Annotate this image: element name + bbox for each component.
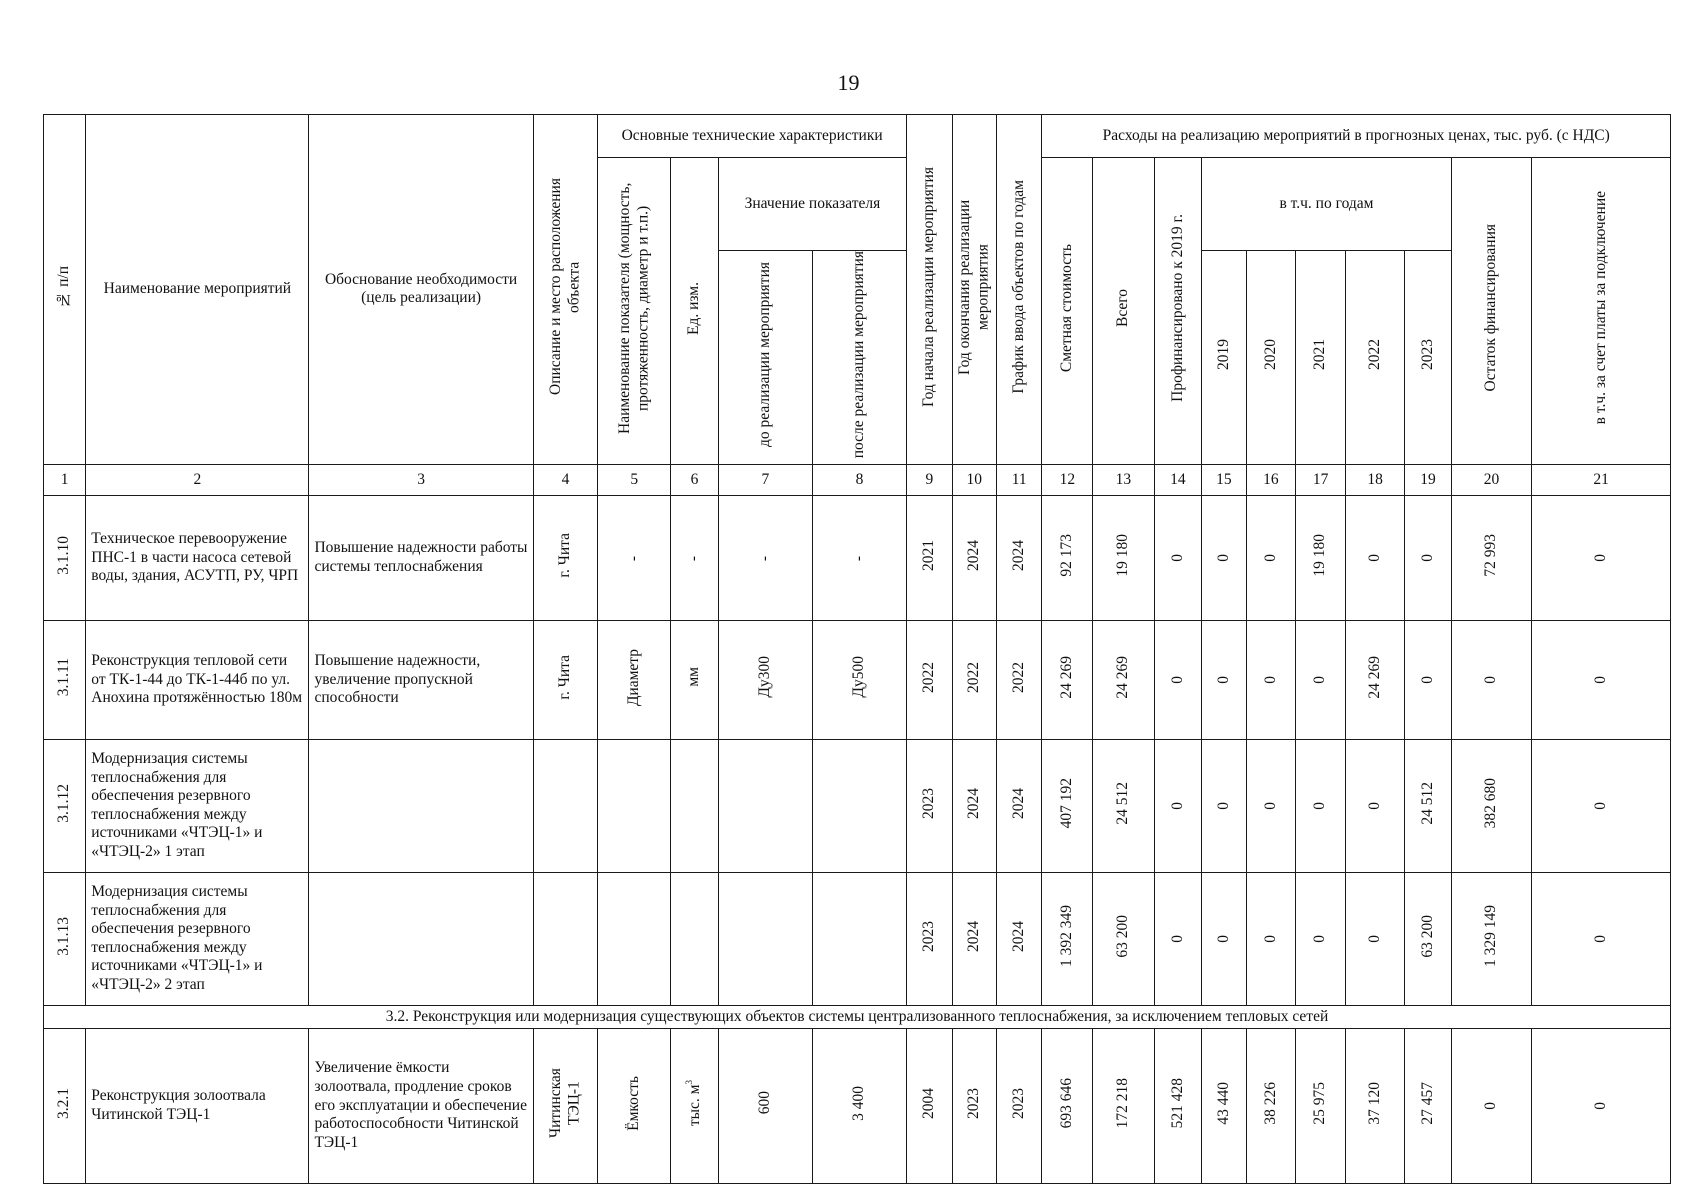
table-cell [1405,872,1452,1005]
table-cell: 5 [598,464,671,495]
cell-text: 0 [1261,801,1279,810]
table-cell [812,495,906,620]
table-row [44,872,1671,1005]
table-cell [996,739,1041,872]
cell-text: Всего [1114,289,1132,328]
cell-text: мм [685,667,703,687]
cell-text: 37 120 [1365,1081,1383,1125]
cell-text: 2022 [1365,339,1383,371]
cell-text: 2023 [964,1087,982,1119]
table-cell [718,739,812,872]
table-cell [671,739,719,872]
cell-text: г. Чита [556,532,574,578]
table-cell: 20 [1451,464,1531,495]
header-2022 [1345,251,1404,465]
cell-text: Наименование показателя (мощность, протяженность, диаметр и т.п.) [615,182,652,434]
table-cell [907,872,952,1005]
header-before [718,251,812,465]
cell-text: 0 [1482,675,1500,684]
table-cell: 16 [1246,464,1296,495]
header-year-end [952,115,996,465]
table-cell: Реконструкция золоотвала Читинской ТЭЦ-1 [86,1028,309,1183]
table-cell [598,620,671,739]
cell-text: Профинансировано к 2019 г. [1168,214,1186,403]
cell-text: График ввода объектов по годам [1009,179,1027,394]
table-cell [1405,739,1452,872]
table-cell: 6 [671,464,719,495]
table-cell [1405,620,1452,739]
table-cell [1202,495,1246,620]
cell-text: 0 [1214,934,1232,943]
table-cell [598,739,671,872]
cell-text: 521 428 [1168,1077,1186,1129]
table-cell [671,495,719,620]
cell-text: Читинская ТЭЦ-1 [546,1068,583,1139]
table-cell [1532,620,1671,739]
table-cell [1042,1028,1093,1183]
table-cell [996,620,1041,739]
cell-text: 0 [1168,801,1186,810]
cell-text: 2024 [964,787,982,819]
table-cell [1451,620,1531,739]
table-cell [1042,872,1093,1005]
cell-text: 0 [1591,553,1609,562]
table-row [44,620,1671,739]
cell-text: Ёмкость [624,1075,642,1131]
table-cell [1296,1028,1346,1183]
cell-text: после реализации мероприятия [850,251,868,459]
table-cell [907,495,952,620]
table-cell: 19 [1405,464,1452,495]
header-financed [1154,158,1202,465]
table-cell [44,872,86,1005]
table-cell [1296,620,1346,739]
header-connection-fee [1532,158,1671,465]
table-cell [1345,620,1404,739]
table-cell [44,495,86,620]
cell-text: 2023 [1009,1087,1027,1119]
table-cell: 7 [718,464,812,495]
header-indicator-name [598,158,671,465]
cell-text: 0 [1365,934,1383,943]
table-cell [812,1028,906,1183]
table-cell [812,872,906,1005]
table-cell [1154,1028,1202,1183]
cell-text: 0 [1365,553,1383,562]
header-num [44,115,86,465]
cell-text: 0 [1365,801,1383,810]
table-cell [952,495,996,620]
cell-text: 2024 [964,539,982,571]
table-cell [1093,1028,1154,1183]
cell-text: 382 680 [1482,777,1500,829]
cell-text: до реализации мероприятия [756,262,774,448]
investment-plan-table [43,114,1671,1184]
cell-text: 0 [1311,934,1329,943]
table-cell [1345,739,1404,872]
cell-text: 25 975 [1311,1081,1329,1125]
cell-text: 172 218 [1114,1077,1132,1129]
table-cell [718,872,812,1005]
header-location [533,115,598,465]
table-cell [907,1028,952,1183]
header-remaining [1451,158,1531,465]
cell-text: 2023 [920,787,938,819]
cell-text: 0 [1482,1101,1500,1110]
cell-text: 38 226 [1261,1081,1279,1125]
cell-text: 2022 [964,661,982,693]
table-cell [1246,620,1296,739]
cell-text: 0 [1168,553,1186,562]
table-cell [718,495,812,620]
cell-text: Описание и место расположения объекта [546,178,583,396]
cell-text: 2024 [1009,787,1027,819]
table-cell [1296,495,1346,620]
table-cell [1202,739,1246,872]
table-cell [598,1028,671,1183]
cell-text: 0 [1168,675,1186,684]
cell-text: 0 [1214,675,1232,684]
header-justification: Обоснование необходимости (цель реализации) [309,115,533,465]
table-cell [1154,495,1202,620]
cell-text: 0 [1418,675,1436,684]
cell-text: Год начала реализации мероприятия [920,166,938,407]
cell-text: 0 [1591,1101,1609,1110]
table-cell [996,495,1041,620]
cell-text: 19 180 [1114,533,1132,577]
cell-text: Ду300 [756,656,774,698]
table-cell: 8 [812,464,906,495]
table-cell: 10 [952,464,996,495]
table-cell: Повышение надежности работы системы теплоснабжения [309,495,533,620]
table-cell [533,739,598,872]
cell-text: 3.2.1 [55,1087,73,1119]
cell-text: 72 993 [1482,533,1500,577]
table-cell [1532,872,1671,1005]
table-cell [812,620,906,739]
cell-text: Диаметр [624,648,642,706]
table-cell: 9 [907,464,952,495]
table-cell [1451,495,1531,620]
header-value-group: Значение показателя [718,158,906,251]
cell-text: 19 180 [1311,533,1329,577]
cell-text: Ду500 [850,656,868,698]
cell-text: 3.1.12 [55,783,73,823]
header-total [1093,158,1154,465]
table-cell [1532,495,1671,620]
cell-text: - [756,556,774,562]
table-cell: Увеличение ёмкости золоотвала, продление сроков его эксплуатации и обеспечение работоспособности Читинской ТЭЦ-1 [309,1028,533,1183]
cell-text: 0 [1261,553,1279,562]
cell-text: 0 [1214,553,1232,562]
cell-text: 63 200 [1114,914,1132,958]
header-estimate [1042,158,1093,465]
header-2021 [1296,251,1346,465]
table-cell: 11 [996,464,1041,495]
table-cell: 18 [1345,464,1404,495]
table-cell: 12 [1042,464,1093,495]
cell-text: 2019 [1214,339,1232,371]
table-cell: 21 [1532,464,1671,495]
table-cell: 3 [309,464,533,495]
table-cell [1451,872,1531,1005]
table-cell [671,872,719,1005]
cell-text: г. Чита [556,654,574,700]
table-cell: Реконструкция тепловой сети от ТК-1-44 до ТК-1-44б по ул. Анохина протяжённостью 180м [86,620,309,739]
table-cell [1202,620,1246,739]
table-cell [533,495,598,620]
section-header-row [44,1005,1671,1028]
cell-text: - [850,556,868,562]
header-2019 [1202,251,1246,465]
table-cell [1246,495,1296,620]
cell-text: Ед. изм. [685,281,703,335]
header-2020 [1246,251,1296,465]
table-cell [1154,739,1202,872]
cell-text: 24 269 [1058,655,1076,699]
header-after [812,251,906,465]
table-cell [44,620,86,739]
table-cell [718,620,812,739]
table-cell [1042,620,1093,739]
table-cell [1093,872,1154,1005]
table-cell [1345,1028,1404,1183]
table-cell: Модернизация системы теплоснабжения для обеспечения резервного теплоснабжения между источниками «ЧТЭЦ-1» и «ЧТЭЦ-2» 2 этап [86,872,309,1005]
table-cell [952,739,996,872]
table-cell [1093,739,1154,872]
table-cell: 4 [533,464,598,495]
table-cell: 2 [86,464,309,495]
table-cell [1246,739,1296,872]
table-cell [533,1028,598,1183]
cell-text: 0 [1418,553,1436,562]
cell-text: 24 512 [1418,781,1436,825]
table-cell [1246,1028,1296,1183]
cell-text: 0 [1311,675,1329,684]
header-row-1 [44,115,1671,158]
table-cell [533,620,598,739]
table-cell [907,620,952,739]
cell-text: 1 329 149 [1482,905,1500,968]
cell-text: 0 [1311,801,1329,810]
cell-text: 0 [1261,675,1279,684]
table-cell [1532,739,1671,872]
cell-text: 0 [1261,934,1279,943]
table-cell [952,620,996,739]
table-cell [1405,495,1452,620]
cell-text: 2023 [920,920,938,952]
cell-text: 3 400 [850,1085,868,1121]
table-cell [1202,872,1246,1005]
table-cell [812,739,906,872]
cell-text: 693 646 [1058,1077,1076,1129]
cell-text: 1 392 349 [1058,905,1076,968]
cell-text: 24 269 [1365,655,1383,699]
table-cell [598,495,671,620]
table-cell: 14 [1154,464,1202,495]
page-number: 19 [837,70,860,95]
cell-text: - [685,556,703,562]
table-cell: Модернизация системы теплоснабжения для обеспечения резервного теплоснабжения между источниками «ЧТЭЦ-1» и «ЧТЭЦ-2» 1 этап [86,739,309,872]
section-title: 3.2. Реконструкция или модернизация существующих объектов системы централизованного теплоснабжения, за исключением тепловых сетей [44,1005,1671,1028]
column-number-row [44,464,1671,495]
cell-text: 63 200 [1418,914,1436,958]
cell-text: тыс. $м^3$ [684,1080,704,1127]
cell-text: 3.1.13 [55,916,73,956]
cell-text: 2020 [1261,339,1279,371]
table-cell [44,739,86,872]
table-cell [952,872,996,1005]
table-cell: 13 [1093,464,1154,495]
header-unit [671,158,719,465]
table-cell [1345,495,1404,620]
cell-text: № п/п [55,265,73,308]
table-row [44,495,1671,620]
table-cell [1345,872,1404,1005]
table-cell [996,872,1041,1005]
cell-text: 600 [756,1091,774,1115]
table-cell [1451,1028,1531,1183]
header-costs-group: Расходы на реализацию мероприятий в прогнозных ценах, тыс. руб. (с НДС) [1042,115,1671,158]
cell-text: 0 [1168,934,1186,943]
cell-text: 27 457 [1418,1081,1436,1125]
table-cell [1296,872,1346,1005]
cell-text: 2004 [920,1087,938,1119]
cell-text: 3.1.11 [55,658,73,697]
cell-text: 3 [684,1080,695,1085]
cell-text: 2021 [920,539,938,571]
cell-text: 24 269 [1114,655,1132,699]
table-cell [671,1028,719,1183]
header-2023 [1405,251,1452,465]
table-cell [907,739,952,872]
table-cell [1246,872,1296,1005]
table-cell: 1 [44,464,86,495]
table-cell [1296,739,1346,872]
cell-text: - [624,556,642,562]
table-cell [1451,739,1531,872]
table-cell [1405,1028,1452,1183]
table-cell: 17 [1296,464,1346,495]
cell-text: 2022 [920,661,938,693]
table-cell [1532,1028,1671,1183]
cell-text: 43 440 [1214,1081,1232,1125]
cell-text: Сметная стоимость [1058,244,1076,373]
table-cell [1154,872,1202,1005]
header-tech-group: Основные технические характеристики [598,115,907,158]
table-cell [952,1028,996,1183]
cell-text: 2023 [1418,339,1436,371]
table-cell [533,872,598,1005]
cell-text: 2021 [1311,339,1329,371]
table-cell [1042,495,1093,620]
table-row [44,739,1671,872]
cell-text: Остаток финансирования [1482,224,1500,392]
table-cell [1154,620,1202,739]
header-by-years: в т.ч. по годам [1202,158,1452,251]
cell-text: 0 [1214,801,1232,810]
cell-text: 407 192 [1058,777,1076,829]
header-year-start [907,115,952,465]
cell-text: в т.ч. за счет платы за подключение [1591,191,1609,425]
cell-text: 2024 [964,920,982,952]
table-row [44,1028,1671,1183]
cell-text: 0 [1591,801,1609,810]
table-cell [598,872,671,1005]
header-name: Наименование мероприятий [86,115,309,465]
cell-text: 0 [1591,934,1609,943]
table-cell [309,872,533,1005]
table-cell [671,620,719,739]
table-cell [718,1028,812,1183]
cell-text: 3.1.10 [55,535,73,575]
cell-text: 24 512 [1114,781,1132,825]
table-cell: Техническое перевооружение ПНС-1 в части насоса сетевой воды, здания, АСУТП, РУ, ЧРП [86,495,309,620]
cell-text: 2022 [1009,661,1027,693]
cell-text: 2024 [1009,920,1027,952]
table-cell [1093,620,1154,739]
table-cell [1202,1028,1246,1183]
table-cell [1093,495,1154,620]
table-cell [44,1028,86,1183]
header-schedule [996,115,1041,465]
cell-text: 92 173 [1058,533,1076,577]
cell-text: Год окончания реализации мероприятия [955,199,992,375]
table-cell [1042,739,1093,872]
table-cell: Повышение надежности, увеличение пропускной способности [309,620,533,739]
table-cell [996,1028,1041,1183]
table-cell [309,739,533,872]
cell-text: 2024 [1009,539,1027,571]
table-cell: 15 [1202,464,1246,495]
cell-text: 0 [1591,675,1609,684]
